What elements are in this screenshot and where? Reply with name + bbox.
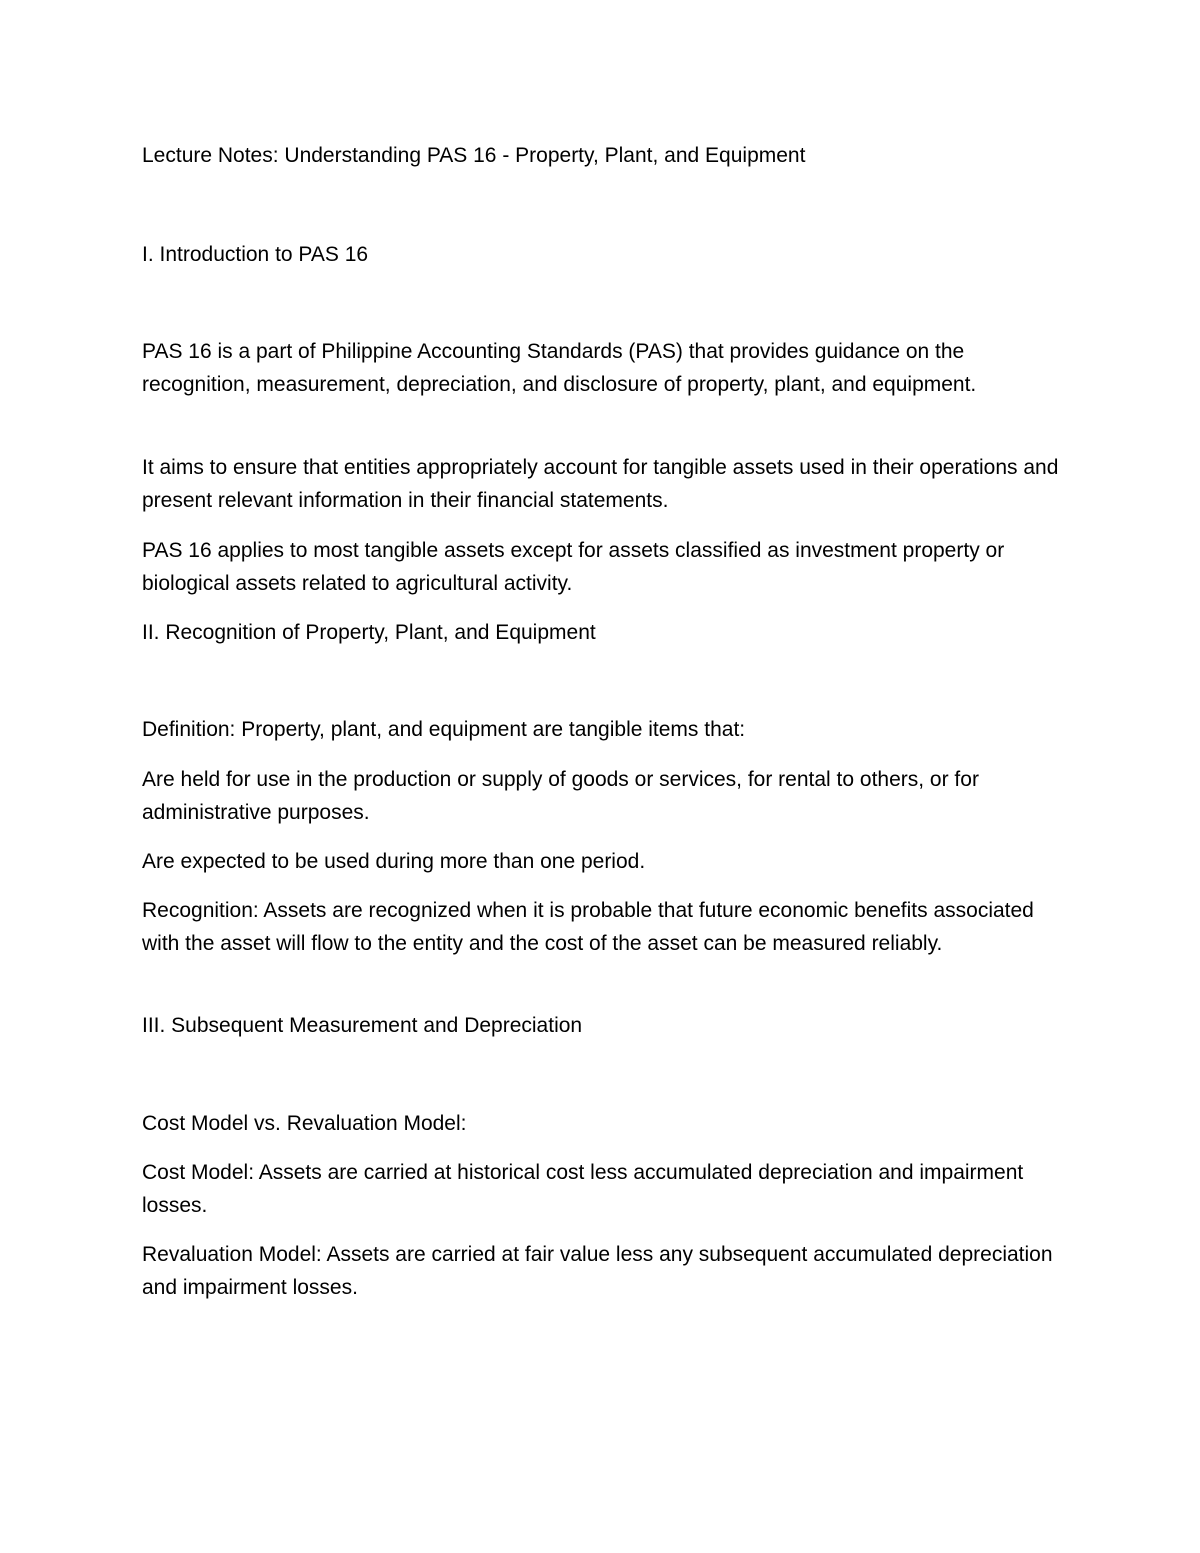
paragraph-recognition-criteria: Recognition: Assets are recognized when it is probable that future economic benefits associated with the asset will flow to the entity and the cost of the asset can be measured reliably. <box>142 899 1034 955</box>
section-heading-recognition: II. Recognition of Property, Plant, and Equipment <box>142 621 596 644</box>
paragraph-ppe-definition: Definition: Property, plant, and equipment are tangible items that: <box>142 718 746 741</box>
paragraph-pas16-definition: PAS 16 is a part of Philippine Accounting Standards (PAS) that provides guidance on the recognition, measurement, depreciation, and disclosure of property, plant, and equipment. <box>142 340 977 396</box>
paragraph-models-comparison: Cost Model vs. Revaluation Model: <box>142 1112 467 1135</box>
document-title: Lecture Notes: Understanding PAS 16 - Property, Plant, and Equipment <box>142 144 806 167</box>
paragraph-pas16-aim: It aims to ensure that entities appropriately account for tangible assets used in their operations and present relevant information in their financial statements. <box>142 456 1059 512</box>
paragraph-more-than-one-period: Are expected to be used during more than one period. <box>142 850 646 873</box>
paragraph-held-for-use: Are held for use in the production or supply of goods or services, for rental to others, or for administrative purposes. <box>142 768 979 824</box>
paragraph-cost-model: Cost Model: Assets are carried at historical cost less accumulated depreciation and impairment losses. <box>142 1161 1024 1217</box>
section-heading-introduction: I. Introduction to PAS 16 <box>142 243 369 266</box>
paragraph-pas16-scope: PAS 16 applies to most tangible assets except for assets classified as investment property or biological assets related to agricultural activity. <box>142 539 1005 595</box>
paragraph-revaluation-model: Revaluation Model: Assets are carried at fair value less any subsequent accumulated depreciation and impairment losses. <box>142 1243 1053 1299</box>
section-heading-subsequent-measurement: III. Subsequent Measurement and Depreciation <box>142 1014 583 1037</box>
